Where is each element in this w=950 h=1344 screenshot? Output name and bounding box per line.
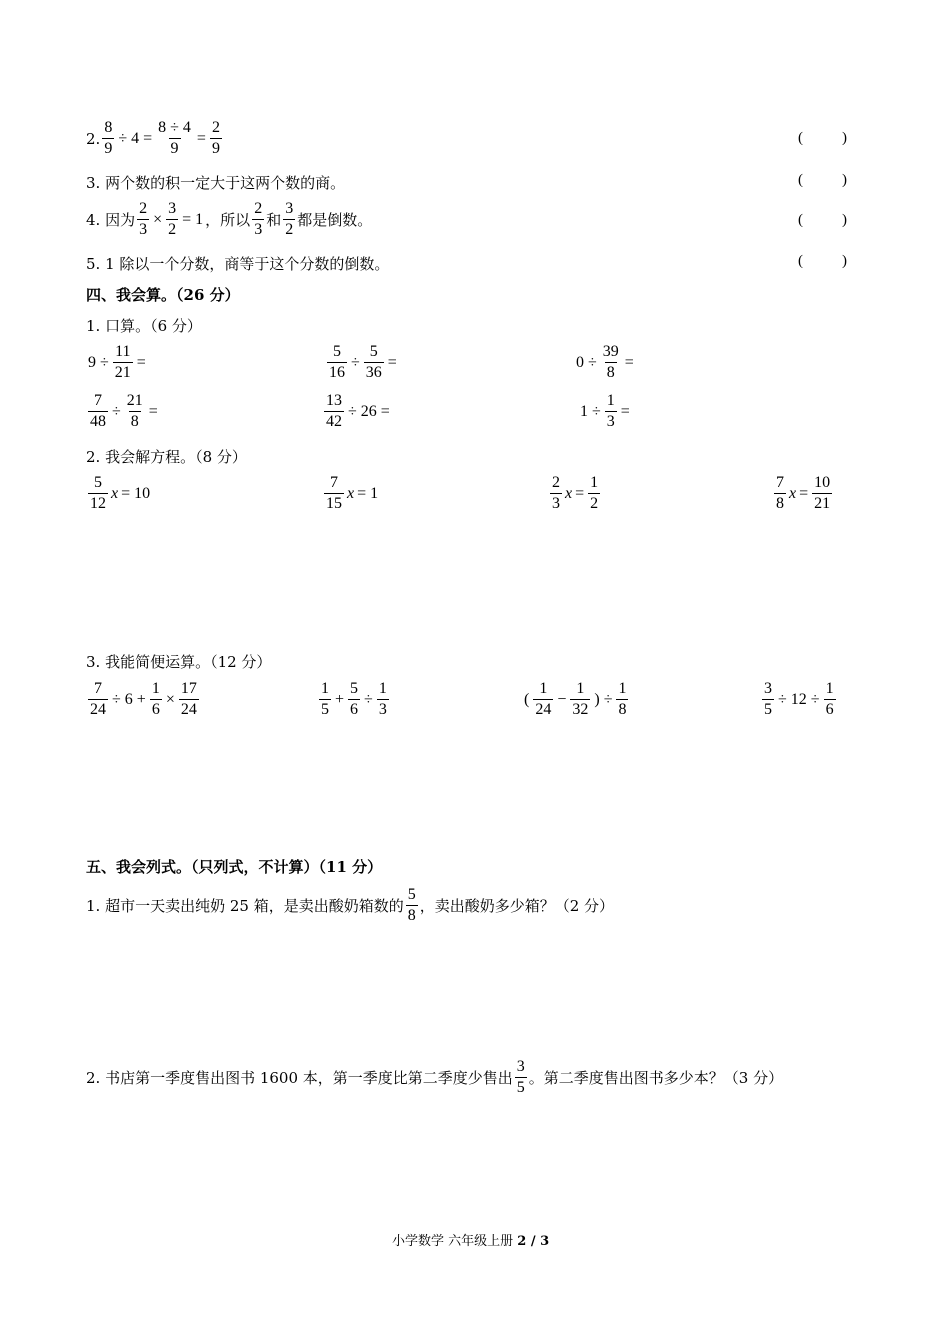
oral-calc-3: 0 ÷ $\frac{39}{8}$ = [576,343,634,382]
answer-paren-open: ( [798,212,803,228]
equation-1: $\frac{5}{12}$ x = 10 [90,474,151,513]
equation-3: $\frac{2}{3}$ x = $\frac{1}{2}$ [552,474,599,513]
answer-paren-close: ) [842,130,847,146]
answer-paren-open: ( [798,172,803,188]
fraction: $\frac{8 \div 4}{9}$ [158,119,191,158]
oral-calc-6: 1 ÷ $\frac{1}{3}$ = [580,392,630,431]
word-problem-2: 2. 书店第一季度售出图书 1600 本，第一季度比第二季度少售出 $\frac{3}{5}$ 。第二季度售出图书多少本？（3 分） [86,1058,784,1097]
section-4-title: 四、我会算。（26 分） [86,286,240,304]
footer-text: 小学数学 六年级上册 [392,1234,514,1249]
oral-calc-4: $\frac{7}{48}$ ÷ $\frac{21}{8}$ = [90,392,158,431]
answer-paren-open: ( [798,130,803,146]
judge-item-2: 2. $\frac{8}{9}$ ÷ 4 = $\frac{8 \div 4}{9}$ = $\frac{2}{9}$ [86,119,220,158]
simple-calc-3: ( $\frac{1}{24}$ − $\frac{1}{32}$ ) ÷ $\frac{1}{8}$ [524,680,627,719]
judge-item-3: 3. 两个数的积一定大于这两个数的商。 [86,174,346,192]
oral-calc-5: $\frac{13}{42}$ ÷ 26 = [326,392,390,431]
answer-paren-close: ) [842,253,847,269]
word-problem-1: 1. 超市一天卖出纯奶 25 箱，是卖出酸奶箱数的 $\frac{5}{8}$ ，卖出酸奶多少箱？（2 分） [86,886,615,925]
equation-4: $\frac{7}{8}$ x = $\frac{10}{21}$ [776,474,831,513]
item-number: 2. [86,129,101,148]
oral-calc-title: 1. 口算。（6 分） [86,317,202,335]
answer-paren-close: ) [842,212,847,228]
fraction: $\frac{2}{9}$ [211,119,220,158]
oral-calc-2: $\frac{5}{16}$ ÷ $\frac{5}{36}$ = [329,343,397,382]
judge-item-5: 5. 1 除以一个分数，商等于这个分数的倒数。 [86,255,390,273]
page-number: 2 / 3 [517,1234,550,1249]
simple-calc-4: $\frac{3}{5}$ ÷ 12 ÷ $\frac{1}{6}$ [764,680,834,719]
fraction: $\frac{8}{9}$ [104,119,113,158]
judge-item-4: 4. 因为 $\frac{2}{3}$ × $\frac{3}{2}$ = 1 ，所以 $\frac{2}{3}$ 和 $\frac{3}{2}$ 都是倒数。 [86,200,373,239]
simple-calc-1: $\frac{7}{24}$ ÷ 6 + $\frac{1}{6}$ × $\frac{17}{24}$ [90,680,197,719]
simple-calc-title: 3. 我能简便运算。（12 分） [86,653,272,671]
equation-title: 2. 我会解方程。（8 分） [86,448,247,466]
answer-paren-open: ( [798,253,803,269]
oral-calc-1: 9 ÷ $\frac{11}{21}$ = [88,343,146,382]
simple-calc-2: $\frac{1}{5}$ + $\frac{5}{6}$ ÷ $\frac{1}{3}$ [321,680,387,719]
page-footer [392,1230,549,1249]
equation-2: $\frac{7}{15}$ x = 1 [326,474,379,513]
section-5-title: 五、我会列式。（只列式，不计算）（11 分） [86,858,383,876]
answer-paren-close: ) [842,172,847,188]
